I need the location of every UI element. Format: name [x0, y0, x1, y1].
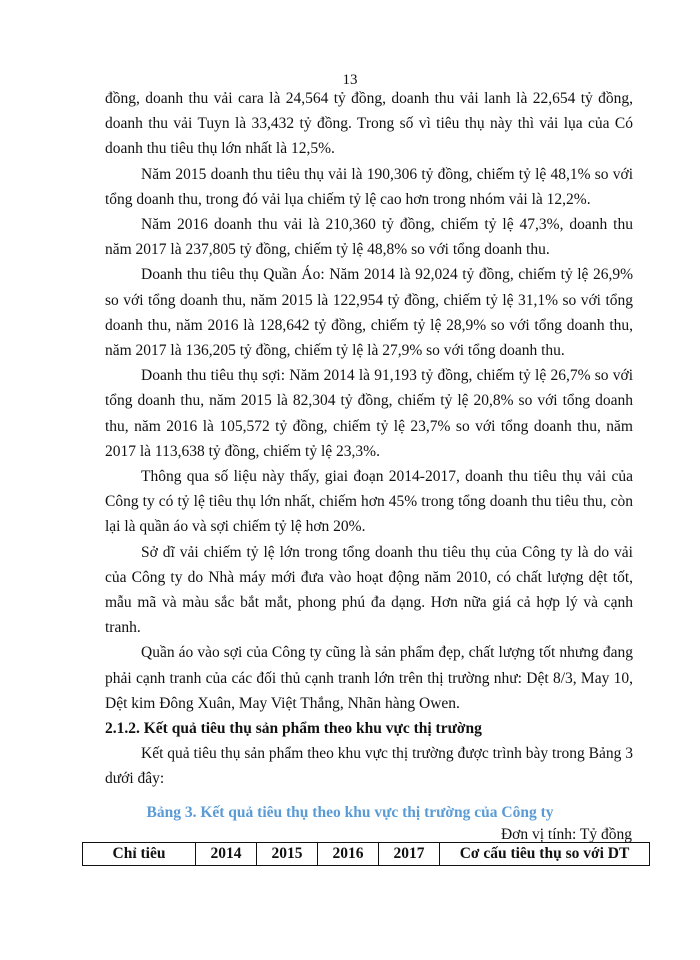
paragraph: Thông qua số liệu này thấy, giai đoạn 2014-2017, doanh thu tiêu thụ vải của Công ty có tỷ lệ tiêu thụ lớn nhất, chiếm hơn 45% trong tổng doanh thu tiêu thu, còn lại là quần áo và sợi chiếm tỷ lệ hơn 20%. — [105, 468, 633, 536]
header-2016: 2016 — [318, 843, 379, 866]
table-header-row — [83, 843, 650, 866]
paragraph: Năm 2016 doanh thu vải là 210,360 tỷ đồng, chiếm tỷ lệ 47,3%, doanh thu năm 2017 là 237,805 tỷ đồng, chiếm tỷ lệ 48,8% so với tổng doanh thu. — [105, 216, 633, 259]
header-2015: 2015 — [257, 843, 318, 866]
header-co-cau: Cơ cấu tiêu thụ so với DT — [440, 843, 650, 866]
body-text — [105, 86, 633, 792]
header-2017: 2017 — [379, 843, 440, 866]
paragraph: Doanh thu tiêu thụ Quần Áo: Năm 2014 là 92,024 tỷ đồng, chiếm tỷ lệ 26,9% so với tổng doanh thu, năm 2015 là 122,954 tỷ đồng, chiếm tỷ lệ 31,1% so với tổng doanh thu, năm 2016 là 128,642 tỷ đồng, chiếm tỷ lệ 28,9% so với tổng doanh thu, năm 2017 là 136,205 tỷ đồng, chiếm tỷ lệ là 27,9% so với tổng doanh thu. — [105, 266, 633, 360]
paragraph: đồng, doanh thu vải cara là 24,564 tỷ đồng, doanh thu vải lanh là 22,654 tỷ đồng, doanh thu vải Tuyn là 33,432 tỷ đồng. Trong số vì tiêu thụ này thì vải lụa của Có doanh thu tiêu thụ lớn nhất là 12,5%. — [105, 90, 633, 158]
table-unit: Đơn vị tính: Tỷ đồng — [500, 826, 632, 843]
page-number: 13 — [342, 72, 358, 88]
section-intro: Kết quả tiêu thụ sản phẩm theo khu vực thị trường được trình bày trong Bảng 3 dưới đây: — [105, 745, 633, 788]
header-2014: 2014 — [196, 843, 257, 866]
data-table — [82, 842, 650, 866]
paragraph: Năm 2015 doanh thu tiêu thụ vải là 190,306 tỷ đồng, chiếm tỷ lệ 48,1% so với tổng doanh thu, trong đó vải lụa chiếm tỷ lệ cao hơn trong nhóm vải là 12,2%. — [105, 165, 633, 208]
paragraph: Quần áo vào sợi của Công ty cũng là sản phẩm đẹp, chất lượng tốt nhưng đang phải cạnh tranh của các đối thủ cạnh tranh lớn trên thị trường như: Dệt 8/3, May 10, Dệt kim Đông Xuân, May Việt Thắng, Nhãn hàng Owen. — [105, 644, 633, 712]
section-heading: 2.1.2. Kết quả tiêu thụ sản phẩm theo khu vực thị trường — [105, 720, 482, 738]
paragraph: Doanh thu tiêu thụ sợi: Năm 2014 là 91,193 tỷ đồng, chiếm tỷ lệ 26,7% so với tổng doanh thu, năm 2015 là 82,304 tỷ đồng, chiếm tỷ lệ 20,8% so với tổng doanh thu, năm 2016 là 105,572 tỷ đồng, chiếm tỷ lệ 23,7% so với tổng doanh thu, năm 2017 là 113,638 tỷ đồng, chiếm tỷ lệ 23,3%. — [105, 367, 633, 460]
table-title: Bảng 3. Kết quả tiêu thụ theo khu vực thị trường của Công ty — [146, 804, 554, 821]
paragraph: Sở dĩ vải chiếm tỷ lệ lớn trong tổng doanh thu tiêu thụ của Công ty là do vải của Công ty do Nhà máy mới đưa vào hoạt động năm 2010, có chất lượng dệt tốt, mẫu mã và màu sắc bắt mắt, phong phú đa dạng. Hơn nữa giá cả hợp lý và cạnh tranh. — [105, 543, 633, 637]
header-chi-tieu: Chỉ tiêu — [83, 843, 196, 866]
